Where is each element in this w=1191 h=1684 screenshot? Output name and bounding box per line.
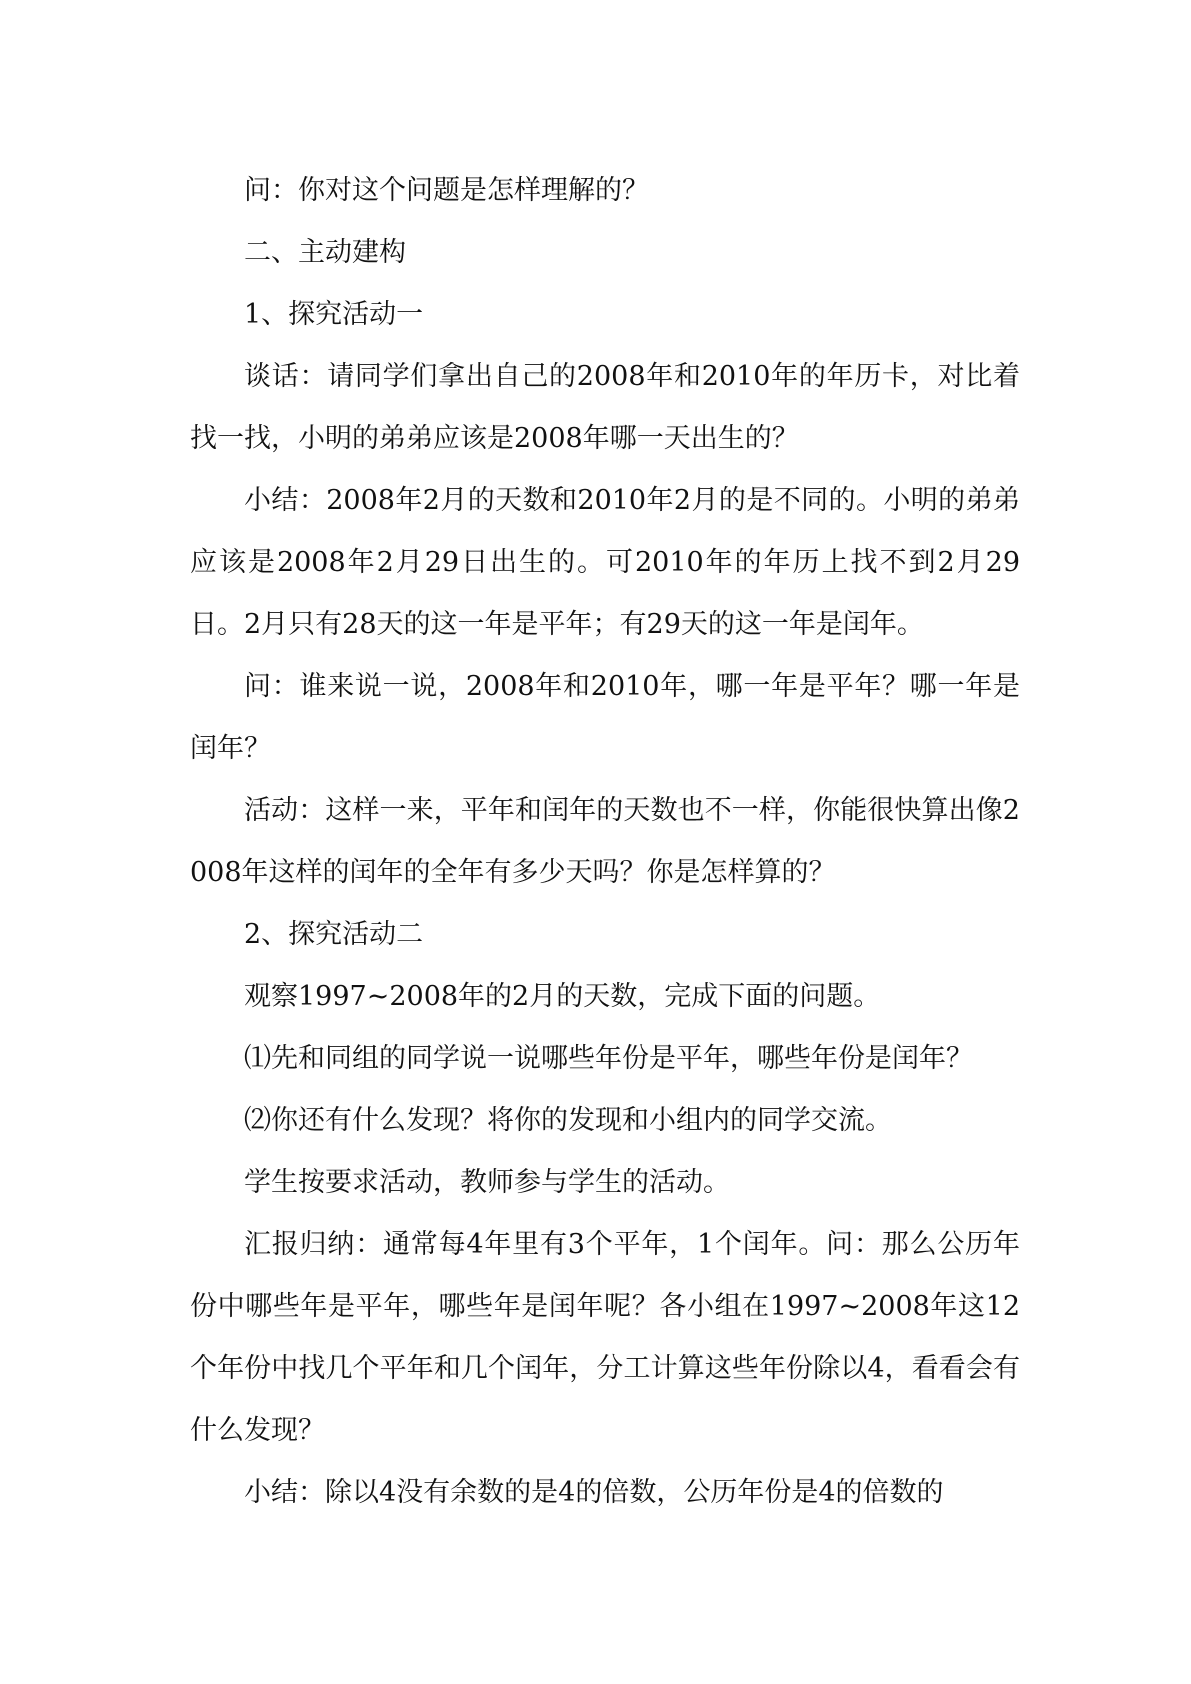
paragraph-summary-one: 小结：2008年2月的天数和2010年2月的是不同的。小明的弟弟应该是2008年2月29日出生的。可2010年的年历上找不到2月29日。2月只有28天的这一年是平年；有29天的这一年是闰年。 [190,485,1020,640]
paragraph-observe: 观察1997~2008年的2月的天数，完成下面的问题。 [244,981,881,1012]
subheading-activity-two: 2、探究活动二 [244,919,424,950]
question-understanding: 问：你对这个问题是怎样理解的？ [244,175,649,206]
paragraph-question-leap: 问：谁来说一说，2008年和2010年，哪一年是平年？哪一年是闰年？ [190,671,1020,764]
task-item-two: ⑵你还有什么发现？将你的发现和小组内的同学交流。 [244,1105,892,1136]
paragraph-student-activity: 学生按要求活动，教师参与学生的活动。 [244,1167,730,1198]
document-body [190,160,1020,1524]
paragraph-report: 汇报归纳：通常每4年里有3个平年，1个闰年。问：那么公历年份中哪些年是平年，哪些年是闰年呢？各小组在1997~2008年这12个年份中找几个平年和几个闰年，分工计算这些年份除以4，看看会有什么发现？ [190,1229,1020,1446]
paragraph-activity: 活动：这样一来，平年和闰年的天数也不一样，你能很快算出像2008年这样的闰年的全年有多少天吗？你是怎样算的？ [190,795,1020,888]
task-item-one: ⑴先和同组的同学说一说哪些年份是平年，哪些年份是闰年？ [244,1043,973,1074]
paragraph-talk: 谈话：请同学们拿出自己的2008年和2010年的年历卡，对比着找一找，小明的弟弟应该是2008年哪一天出生的？ [190,361,1020,454]
paragraph-summary-two: 小结：除以4没有余数的是4的倍数，公历年份是4的倍数的 [244,1477,944,1508]
section-heading-active-construction: 二、主动建构 [244,237,406,268]
subheading-activity-one: 1、探究活动一 [244,299,424,330]
